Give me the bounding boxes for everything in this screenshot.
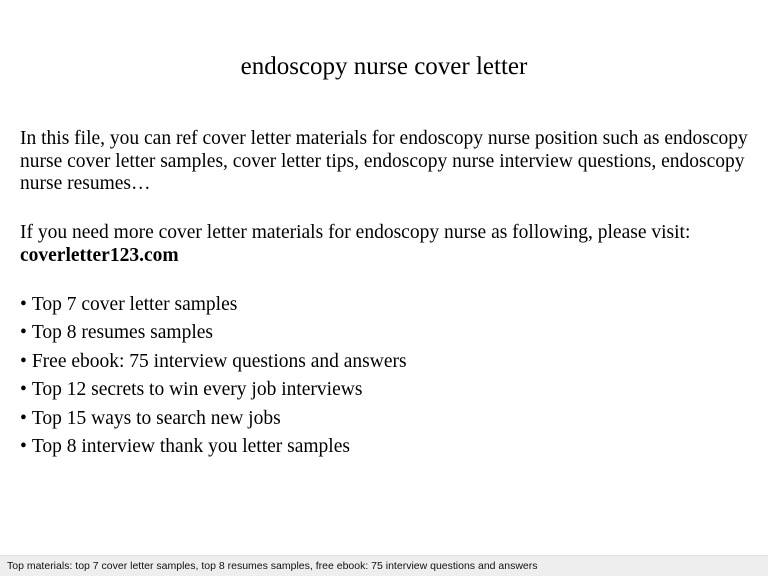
website-link[interactable]: coverletter123.com [20,244,179,266]
materials-list [20,291,407,461]
footer-bar [0,555,768,576]
bullet-icon: • [20,294,27,315]
list-item [20,319,407,347]
list-item-text: Top 7 cover letter samples [31,294,238,315]
list-item [20,376,407,404]
intro-paragraph: In this file, you can ref cover letter materials for endoscopy nurse position such as endoscopy nurse cover letter samples, cover letter tips, endoscopy nurse interview questions, endoscopy nurse resumes… [20,128,748,194]
list-item [20,291,407,319]
list-item-text: Free ebook: 75 interview questions and answers [31,350,407,372]
visit-paragraph [20,222,755,267]
bullet-icon: • [20,407,27,429]
visit-text: If you need more cover letter materials for endoscopy nurse as following, please visit: [20,222,691,243]
list-item-text: Top 8 resumes samples [31,322,213,344]
list-item [20,433,407,461]
bullet-icon: • [20,436,27,458]
bullet-icon: • [20,379,27,401]
bullet-icon: • [20,322,27,344]
footer-text: Top materials: top 7 cover letter samples, top 8 resumes samples, free ebook: 75 interview questions and answers [7,560,538,572]
list-item [20,348,407,376]
bullet-icon: • [20,350,27,372]
list-item [20,405,407,433]
list-item-text: Top 8 interview thank you letter samples [31,436,350,458]
list-item-text: Top 15 ways to search new jobs [31,407,281,429]
slide-title: endoscopy nurse cover letter [240,53,528,80]
list-item-text: Top 12 secrets to win every job interviews [31,379,363,401]
